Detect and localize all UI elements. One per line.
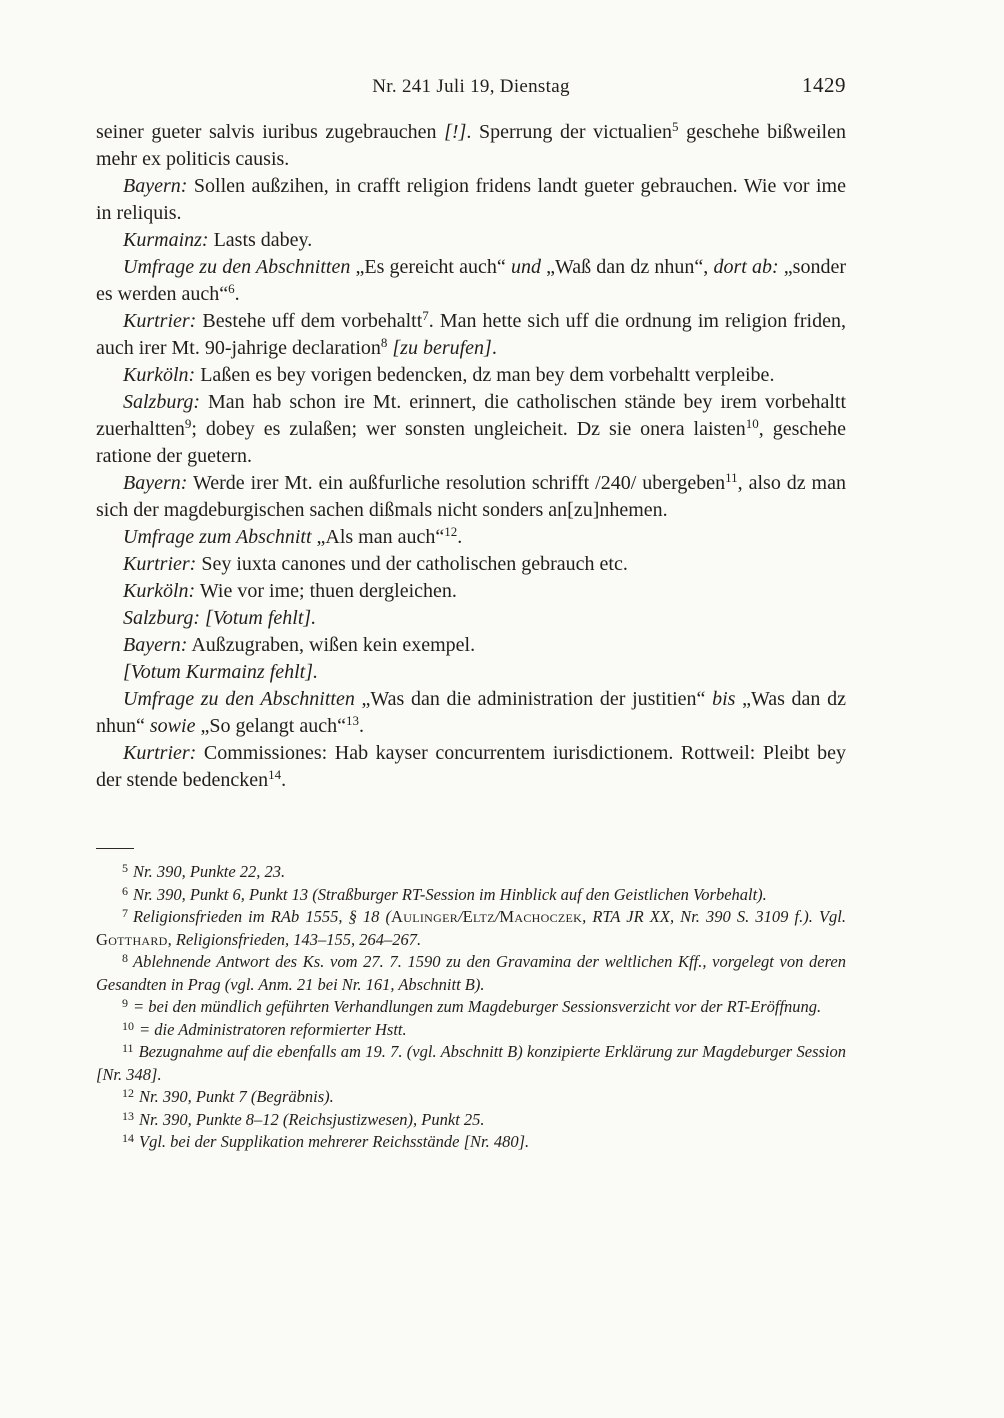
text-segment: Bayern: xyxy=(123,472,188,494)
footnote xyxy=(96,1109,846,1132)
text-segment: [!] xyxy=(444,121,467,143)
text-segment: Commissiones: Hab kayser concurrentem iurisdictionem. Rottweil: Pleibt bey der stende bedencken xyxy=(96,742,846,791)
text-segment: „Als man auch“ xyxy=(311,526,445,548)
paragraph xyxy=(96,254,846,308)
paragraph xyxy=(96,686,846,740)
text-segment: . Man hette sich uff die ordnung im religion friden, auch irer Mt. 90-jahrige declaration xyxy=(96,310,846,359)
text-segment: Vgl. bei der Supplikation mehrerer Reichsstände [Nr. 480]. xyxy=(139,1132,530,1151)
text-segment: Man hab schon ire Mt. erinnert, die catholischen stände bey irem vorbehaltt zuerhaltten xyxy=(96,391,846,440)
paragraph xyxy=(96,524,846,551)
body-text xyxy=(96,119,846,794)
text-segment: / xyxy=(458,907,463,926)
text-segment: Umfrage zu den Abschnitten xyxy=(123,256,351,278)
paragraph xyxy=(96,389,846,470)
text-segment: Kurmainz: xyxy=(123,229,209,251)
footnote-ref: 12 xyxy=(444,524,458,539)
paragraph xyxy=(96,362,846,389)
text-segment: Bestehe uff dem vorbehaltt xyxy=(196,310,423,332)
footnote-number: 8 xyxy=(122,951,128,965)
text-segment: Sey iuxta canones und der catholischen gebrauch etc. xyxy=(196,553,628,575)
footnote-ref: 10 xyxy=(745,416,759,431)
paragraph xyxy=(96,659,846,686)
text-segment: . xyxy=(234,283,240,305)
paragraph xyxy=(96,227,846,254)
footnote xyxy=(96,1131,846,1154)
footnote xyxy=(96,1019,846,1042)
text-segment: Laßen es bey vorigen bedencken, dz man bey dem vorbehaltt verpleibe. xyxy=(195,364,775,386)
page-header xyxy=(96,73,846,104)
paragraph xyxy=(96,740,846,794)
text-segment: Kurköln: xyxy=(123,580,196,602)
footnote-number: 11 xyxy=(122,1041,134,1055)
footnote-number: 7 xyxy=(122,906,128,920)
text-segment: Bezugnahme auf die ebenfalls am 19. 7. (vgl. Abschnitt B) konzipierte Erklärung zur Magdeburger Session [Nr. 348]. xyxy=(96,1042,846,1084)
text-segment: „Was dan die administration der justitien“ xyxy=(354,688,713,710)
text-segment: , geschehe ratione der guetern. xyxy=(96,418,846,467)
text-segment: Salzburg: xyxy=(123,391,201,413)
footnote-ref: 13 xyxy=(345,713,359,728)
paragraph xyxy=(96,470,846,524)
text-segment: . Sperrung der victualien xyxy=(466,121,673,143)
paragraph xyxy=(96,632,846,659)
text-segment: , also dz man sich der magdeburgischen sachen dißmals nicht sonders an[zu]nhemen. xyxy=(96,472,846,521)
text-segment: Sollen außzihen, in crafft religion fridens landt gueter gebrauchen. Wie vor ime in reliquis. xyxy=(96,175,846,224)
text-segment: „sonder es werden auch“ xyxy=(96,256,846,305)
text-segment: bis xyxy=(712,688,736,710)
paragraph xyxy=(96,308,846,362)
text-segment: Machoczek xyxy=(499,907,583,926)
text-segment: = die Administratoren reformierter Hstt. xyxy=(139,1019,407,1039)
text-segment: / xyxy=(494,907,500,926)
footnote-ref: 7 xyxy=(422,308,429,323)
footnote-number: 13 xyxy=(122,1108,134,1123)
text-segment: Eltz xyxy=(462,907,495,926)
text-segment: = bei den mündlich geführten Verhandlungen zum Magdeburger Sessionsverzicht vor der RT-Eröffnung. xyxy=(133,997,822,1016)
paragraph xyxy=(96,578,846,605)
footnote xyxy=(96,996,846,1019)
paragraph xyxy=(96,173,846,227)
text-segment: Nr. 390, Punkt 7 (Begräbnis). xyxy=(139,1087,334,1106)
text-segment: Aulinger xyxy=(391,907,459,926)
text-segment: „Waß dan dz nhun“, xyxy=(540,256,714,278)
text-segment: Umfrage zu den Abschnitten xyxy=(123,688,355,710)
text-segment: Kurtrier: xyxy=(123,553,197,575)
text-segment: Gotthard xyxy=(96,929,168,949)
text-segment: Kurtrier: xyxy=(123,742,197,764)
text-segment: sowie xyxy=(149,715,196,737)
text-segment: Kurtrier: xyxy=(123,310,197,332)
footnote-number: 9 xyxy=(122,996,128,1010)
text-segment: Ablehnende Antwort des Ks. vom 27. 7. 1590 zu den Gravamina der weltlichen Kff., vorgelegt von deren Gesandten in Prag (vgl. Anm. 21 bei Nr. 161, Abschnitt B). xyxy=(96,952,846,994)
text-segment: Wie vor ime; thuen dergleichen. xyxy=(195,580,457,602)
text-segment: Religionsfrieden im RAb 1555, § 18 ( xyxy=(133,907,392,926)
text-segment: . xyxy=(491,337,497,359)
text-segment: [Votum Kurmainz fehlt]. xyxy=(123,661,319,683)
text-segment: „So gelangt auch“ xyxy=(195,715,346,737)
text-segment: „Was dan dz nhun“ xyxy=(96,688,846,737)
text-segment: Nr. 390, Punkte 8–12 (Reichsjustizwesen), Punkt 25. xyxy=(139,1109,485,1129)
text-segment: Kurköln: xyxy=(123,364,196,386)
footnote xyxy=(96,906,846,951)
text-segment: , RTA JR XX, Nr. 390 S. 3109 f.). Vgl. xyxy=(582,907,846,926)
text-segment: Nr. 390, Punkte 22, 23. xyxy=(133,862,286,881)
text-segment: Lasts dabey. xyxy=(208,229,313,251)
footnote-ref: 8 xyxy=(380,335,388,350)
footnote-ref: 14 xyxy=(268,767,282,782)
footnote xyxy=(96,951,846,996)
footnote-ref: 9 xyxy=(184,416,192,431)
footnotes-list xyxy=(96,861,846,1154)
footnote-number: 12 xyxy=(122,1086,134,1100)
footnote xyxy=(96,884,846,907)
text-segment: Nr. 390, Punkt 6, Punkt 13 (Straßburger RT-Session im Hinblick auf den Geistlichen Vorbehalt). xyxy=(133,884,767,904)
footnote-ref: 6 xyxy=(228,281,235,296)
footnote-number: 6 xyxy=(122,883,128,898)
footnote-number: 5 xyxy=(122,861,128,875)
text-segment: . xyxy=(281,769,287,791)
footnote xyxy=(96,861,846,884)
text-segment: Bayern: xyxy=(123,175,188,197)
text-segment: Werde irer Mt. ein außfurliche resolution schrifft /240/ ubergeben xyxy=(187,472,726,494)
text-segment: , Religionsfrieden, 143–155, 264–267. xyxy=(167,929,422,949)
footnote-ref: 11 xyxy=(725,470,738,485)
footnote-ref: 5 xyxy=(672,119,679,134)
footnote xyxy=(96,1041,846,1086)
page-number: 1429 xyxy=(802,73,846,97)
text-segment: geschehe bißweilen mehr ex politicis causis. xyxy=(96,121,846,170)
text-segment: seiner gueter salvis iuribus zugebrauchen xyxy=(96,121,445,143)
footnote-number: 10 xyxy=(122,1018,134,1033)
footnote-separator xyxy=(96,848,134,849)
paragraph xyxy=(96,551,846,578)
paragraph xyxy=(96,605,846,632)
text-segment: dort ab: xyxy=(713,256,779,278)
text-segment: und xyxy=(510,256,541,278)
footnote xyxy=(96,1086,846,1109)
footnote-number: 14 xyxy=(122,1131,134,1145)
paragraph xyxy=(96,119,846,173)
text-segment: Umfrage zum Abschnitt xyxy=(123,526,312,548)
text-segment: [zu berufen] xyxy=(392,337,492,359)
text-segment: Salzburg: [Votum fehlt]. xyxy=(123,607,317,629)
text-segment: ; dobey es zulaßen; wer sonsten ungleicheit. Dz sie onera laisten xyxy=(191,418,746,440)
text-segment: Bayern: xyxy=(123,634,188,656)
text-segment: . xyxy=(457,526,463,548)
text-segment: . xyxy=(358,715,364,737)
running-head: Nr. 241 Juli 19, Dienstag xyxy=(372,76,570,97)
text-segment: Außzugraben, wißen kein exempel. xyxy=(187,634,476,656)
text-segment: „Es gereicht auch“ xyxy=(350,256,511,278)
